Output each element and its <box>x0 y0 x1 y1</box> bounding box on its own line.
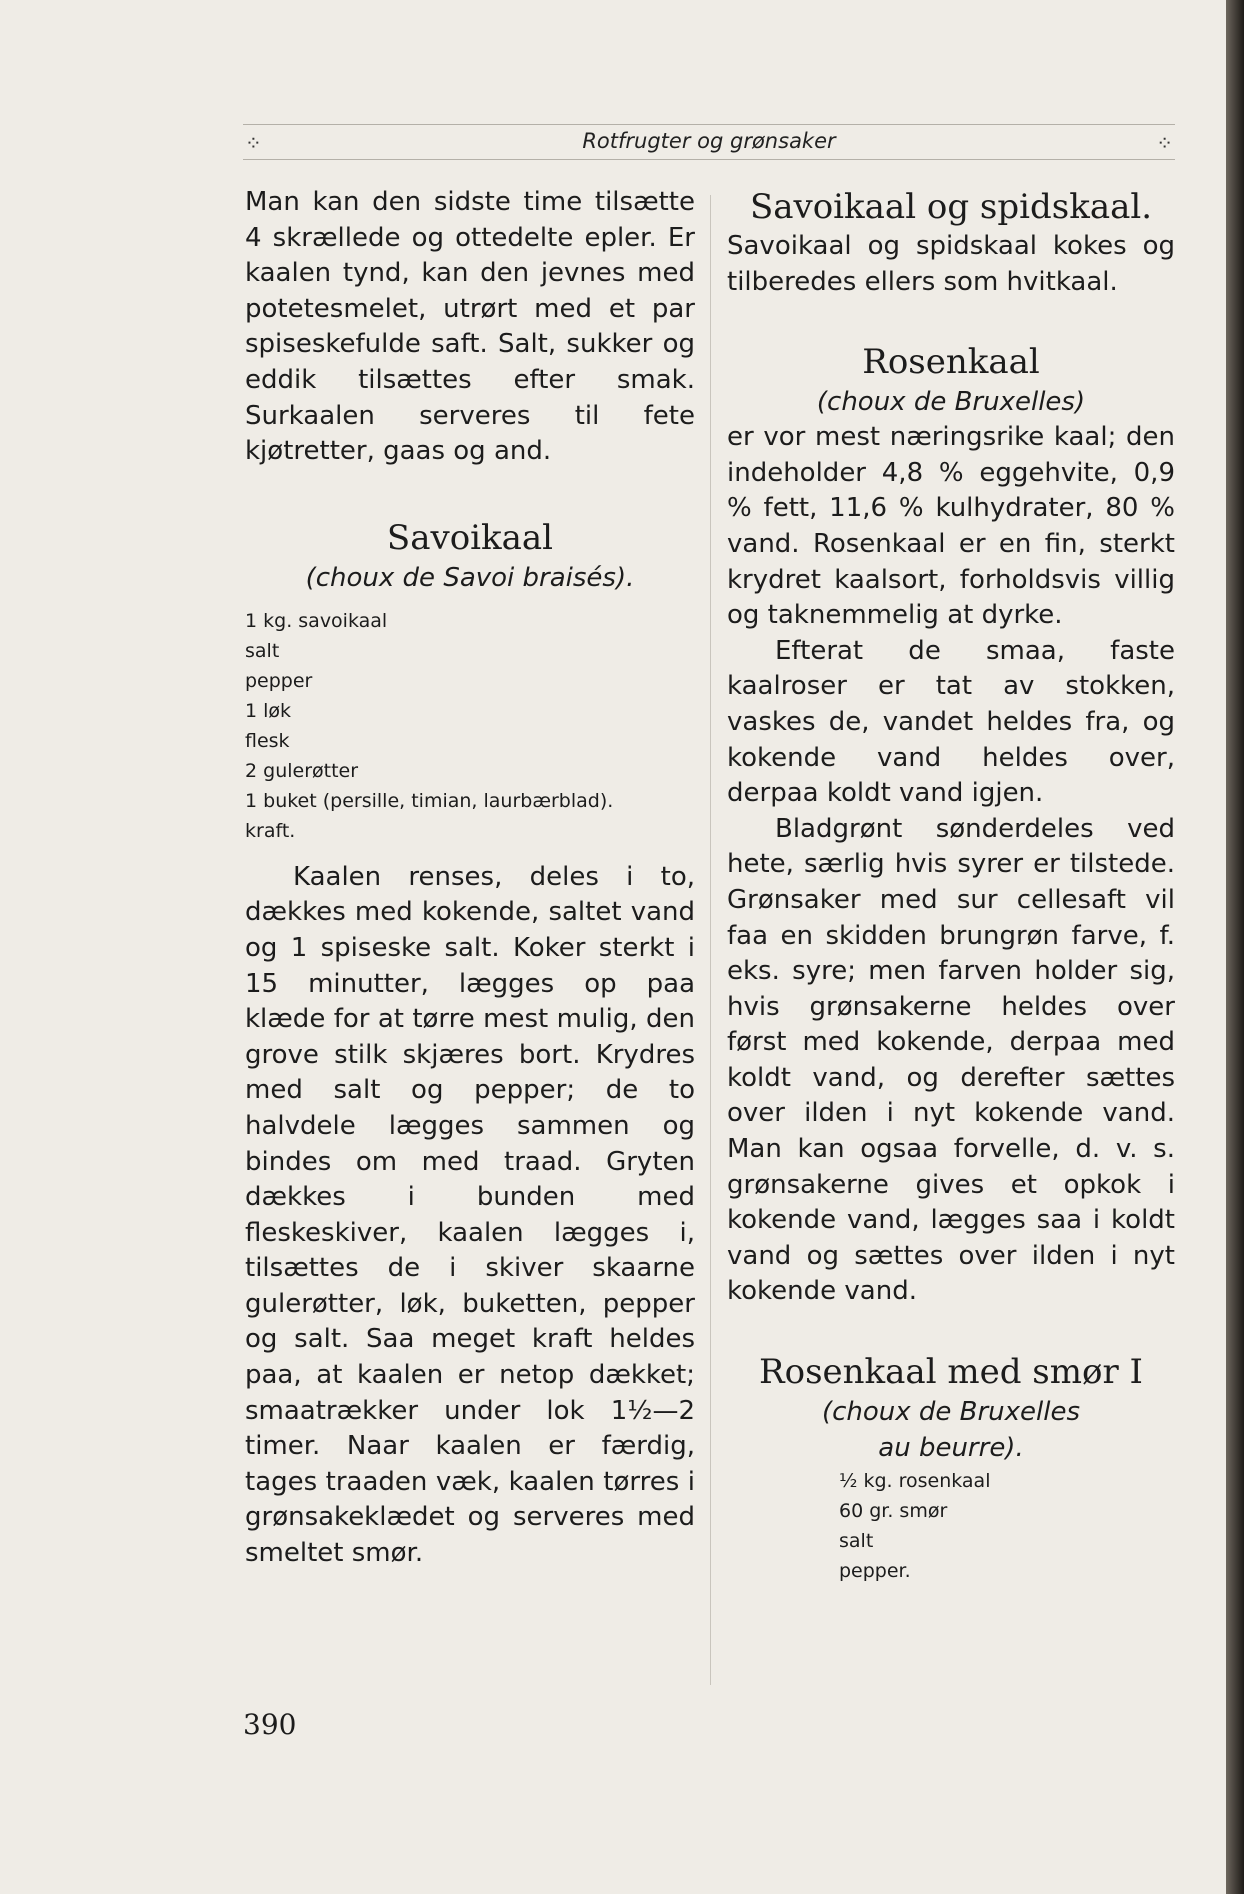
ingredient-item: 1 buket (persille, timian, laurbærblad). <box>245 789 614 812</box>
rosenkaal-intro-paragraph: er vor mest næringsrike kaal; den indeholder 4,8 % eggehvite, 0,9 % fett, 11,6 % kulhydrater, 80 % vand. Rosenkaal er en fin, sterkt krydret kaalsort, forholdsvis villig og taknemmelig at dyrke. <box>727 422 1175 631</box>
ingredient-item: salt <box>245 639 280 662</box>
rosenkaal-smor-subtitle-1: (choux de Bruxelles <box>821 1397 1081 1428</box>
rosenkaal-heading: Rosenkaal <box>862 342 1040 383</box>
right-column <box>727 185 1175 1586</box>
rosenkaal-smor-ingredient-list <box>727 1466 1175 1586</box>
header-ornament-right: ⁘ <box>1156 131 1173 155</box>
ingredient-item: 2 gulerøtter <box>245 759 359 782</box>
savoikaal-subtitle: (choux de Savoi braisés). <box>305 562 635 593</box>
ingredient-item: 60 gr. smør <box>839 1500 948 1523</box>
left-column <box>245 185 695 1572</box>
ingredient-item: salt <box>839 1530 874 1553</box>
ingredient-item: ½ kg. rosenkaal <box>839 1470 991 1493</box>
rosenkaal-preparation-paragraph: Efterat de smaa, faste kaalroser er tat av stokken, vaskes de, vandet heldes fra, og kokende vand heldes over, derpaa koldt vand igjen. <box>727 635 1175 809</box>
spidskaal-heading: Savoikaal og spidskaal. <box>749 187 1153 227</box>
page-number: 390 <box>243 1708 297 1741</box>
bladgront-paragraph: Bladgrønt sønderdeles ved hete, særlig hvis syrer er tilstede. Grønsaker med sur cellesaft vil faa en skidden brungrøn farve, f. eks. syre; men farven holder sig, hvis grønsakerne heldes over først med kokende, derpaa med koldt vand, og derefter sættes over ilden i nyt kokende vand. Man kan ogsaa forvelle, d. v. s. grønsakerne gives et opkok i kokende vand, lægges saa i koldt vand og sættes over ilden i nyt kokende vand. <box>727 813 1175 1307</box>
spidskaal-paragraph: Savoikaal og spidskaal kokes og tilberedes ellers som hvitkaal. <box>727 231 1175 297</box>
ingredient-item: flesk <box>245 729 290 752</box>
running-header-title: Rotfrugter og grønsaker <box>582 129 836 153</box>
running-header <box>243 124 1175 160</box>
rosenkaal-smor-heading: Rosenkaal med smør I <box>759 1352 1143 1393</box>
surkaal-paragraph: Man kan den sidste time tilsætte 4 skrællede og ottedelte epler. Er kaalen tynd, kan den jevnes med potetesmelet, utrørt med et par spiseskefulde saft. Salt, sukker og eddik tilsættes efter smak. Surkaalen serveres til fete kjøtretter, gaas og and. <box>245 187 695 467</box>
ingredient-item: pepper <box>245 669 313 692</box>
header-ornament-left: ⁘ <box>245 131 262 155</box>
column-divider <box>710 195 711 1685</box>
ingredient-item: pepper. <box>839 1560 911 1583</box>
rosenkaal-smor-subtitle-2: au beurre). <box>878 1433 1024 1464</box>
savoikaal-heading: Savoikaal <box>386 517 554 558</box>
savoikaal-ingredient-list <box>245 606 695 846</box>
savoikaal-method-paragraph: Kaalen renses, deles i to, dækkes med kokende, saltet vand og 1 spiseske salt. Koker sterkt i 15 minutter, lægges op paa klæde for at tørre mest mulig, den grove stilk skjæres bort. Krydres med salt og pepper; de to halvdele lægges sammen og bindes om med traad. Gryten dækkes i bunden med fleskeskiver, kaalen lægges i, tilsættes de i skiver skaarne gulerøtter, løk, buketten, pepper og salt. Saa meget kraft heldes paa, at kaalen er netop dækket; smaatrækker under lok 1½—2 timer. Naar kaalen er færdig, tages traaden væk, kaalen tørres i grønsakeklædet og serveres med smeltet smør. <box>245 861 695 1569</box>
ingredient-item: kraft. <box>245 819 296 842</box>
rosenkaal-subtitle: (choux de Bruxelles) <box>816 387 1086 418</box>
page-edge <box>1226 0 1244 1894</box>
ingredient-item: 1 kg. savoikaal <box>245 609 388 632</box>
ingredient-item: 1 løk <box>245 699 292 722</box>
